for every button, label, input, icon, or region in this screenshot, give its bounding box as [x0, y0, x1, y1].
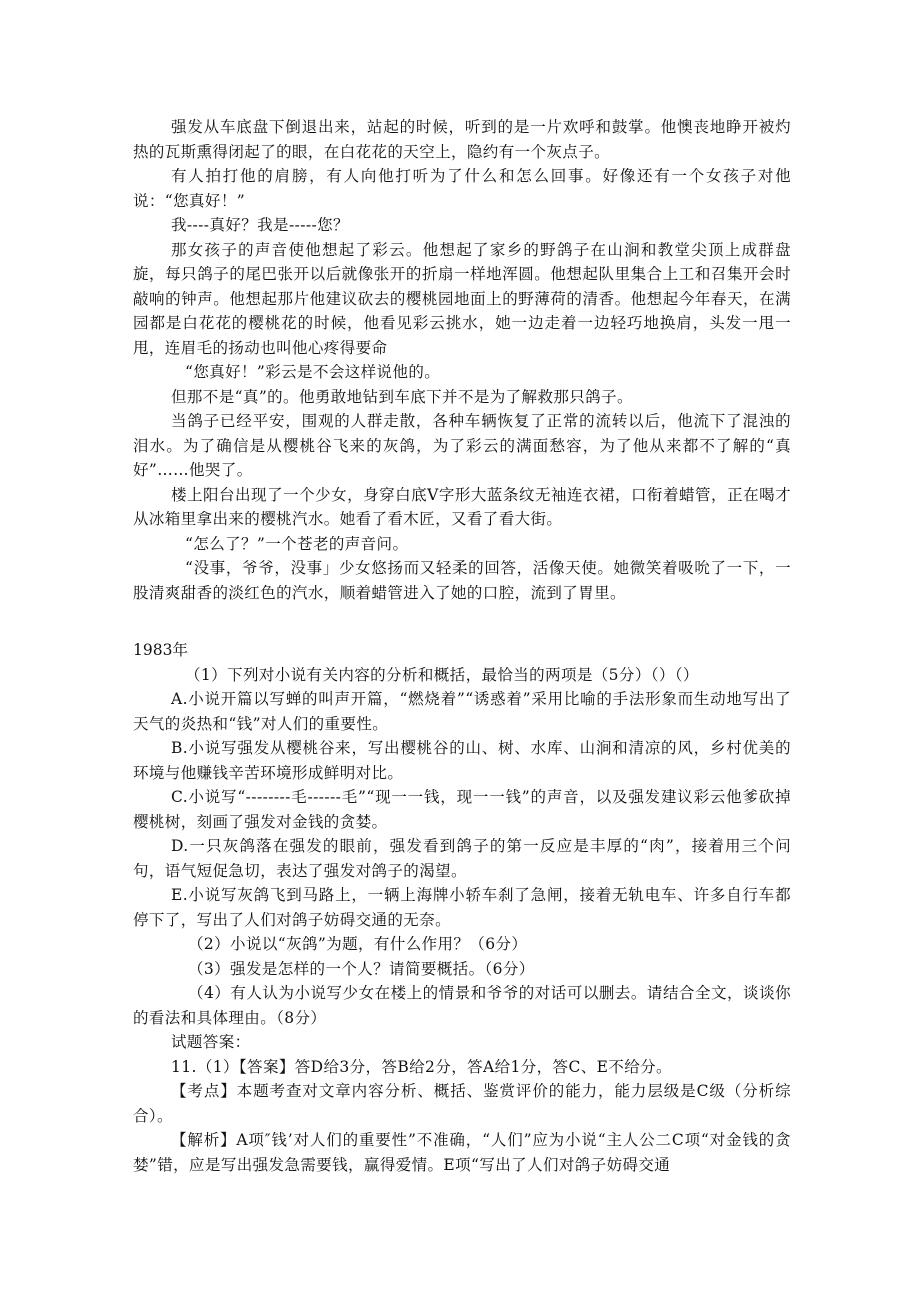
answers-heading: 试题答案： — [171, 1033, 251, 1051]
answer-1: 11.（1）【答案】答D给3分，答B给2分，答A给1分，答C、E不给分。 — [171, 1057, 672, 1076]
story-paragraph-10: “没事，爷爷，没事」少女悠扬而又轻柔的回答，活像天使。她微笑着吸吮了一下，一股清爽甜香的淡红色的汽水，顺着蜡管进入了她的口腔，流到了胃里。 — [133, 559, 791, 602]
story-paragraph-3: 我----真好？我是-----您？ — [171, 216, 349, 234]
answer-jiexi: 【解析】A项″钱’对人们的重要性”不准确，“人们”应为小说“主人公二C项“对金钱的贪婪”错，应是写出强发急需要钱，赢得爱情。E项“写出了人们对鸽子妨碍交通 — [133, 1131, 791, 1174]
story-paragraph-8: 楼上阳台出现了一个少女，身穿白底V字形大蓝条纹无袖连衣裙，口衔着蜡管，正在喝才从冰箱里拿出来的樱桃汽水。她看了看木匠，又看了看大街。 — [133, 485, 791, 528]
story-paragraph-4: 那女孩子的声音使他想起了彩云。他想起了家乡的野鸽子在山涧和教堂尖顶上成群盘旋，每只鸽子的尾巴张开以后就像张开的折扇一样地浑圆。他想起队里集合上工和召集开会时敲响的钟声。他想起那片他建议砍去的樱桃园地面上的野薄荷的清香。他想起今年春天，在满园都是白花花的樱桃花的时候，他看见彩云挑水，她一边走着一边轻巧地换肩，头发一甩一甩，连眉毛的扬动也叫他心疼得要命 — [133, 240, 791, 357]
story-paragraph-6: 但那不是“真”的。他勇敢地钻到车底下并不是为了解救那只鸽子。 — [171, 387, 633, 406]
answer-kaodian: 【考点】本题考查对文章内容分析、概括、鉴赏评价的能力，能力层级是C级（分析综合）。 — [133, 1082, 791, 1125]
question-3: （3）强发是怎样的一个人？请简要概括。（6分） — [188, 959, 535, 978]
story-paragraph-9: “怎么了？”一个苍老的声音问。 — [185, 534, 409, 553]
publication-year: 1983年 — [133, 641, 188, 659]
option-b: B.小说写强发从樱桃谷来，写出樱桃谷的山、树、水库、山涧和清凉的风，乡村优美的环境与他赚钱辛苦环境形成鲜明对比。 — [133, 739, 791, 782]
document-body — [133, 115, 791, 1177]
option-e: E.小说写灰鸽飞到马路上，一辆上海牌小轿车刹了急闸，接着无轨电车、许多自行车都停下了，写出了人们对鸽子妨碍交通的无奈。 — [133, 886, 791, 929]
question-1: （1）下列对小说有关内容的分析和概括，最恰当的两项是（5分）（）（） — [185, 665, 699, 684]
question-4: （4）有人认为小说写少女在楼上的情景和爷爷的对话可以删去。请结合全文，谈谈你的看法和具体理由。（8分） — [133, 984, 791, 1027]
story-paragraph-7: 当鸽子已经平安，围观的人群走散，各种车辆恢复了正常的流转以后，他流下了混浊的泪水。为了确信是从樱桃谷飞来的灰鸽，为了彩云的满面愁容，为了他从来都不了解的“真好”……他哭了。 — [133, 412, 791, 479]
option-d: D.一只灰鸽落在强发的眼前，强发看到鸽子的第一反应是丰厚的“肉”，接着用三个问句，语气短促急切，表达了强发对鸽子的渴望。 — [133, 837, 791, 880]
option-a: A.小说开篇以写蝉的叫声开篇，“燃烧着”“诱惑着”采用比喻的手法形象而生动地写出了天气的炎热和“钱”对人们的重要性。 — [133, 690, 791, 733]
story-paragraph-5: “您真好！”彩云是不会这样说他的。 — [185, 363, 441, 381]
story-paragraph-2: 有人拍打他的肩膀，有人向他打听为了什么和怎么回事。好像还有一个女孩子对他说：“您真好！” — [133, 167, 791, 210]
option-c: C.小说写“--------毛------毛”“现一一钱，现一一钱”的声音，以及强发建议彩云他爹砍掉樱桃树，刻画了强发对金钱的贪婪。 — [133, 788, 791, 831]
section-gap — [133, 605, 791, 638]
question-2: （2）小说以“灰鸽”为题，有什么作用？（6分） — [188, 935, 528, 953]
story-paragraph-1: 强发从车底盘下倒退出来，站起的时候，听到的是一片欢呼和鼓掌。他懊丧地睁开被灼热的瓦斯熏得闭起了的眼，在白花花的天空上，隐约有一个灰点子。 — [133, 118, 791, 161]
